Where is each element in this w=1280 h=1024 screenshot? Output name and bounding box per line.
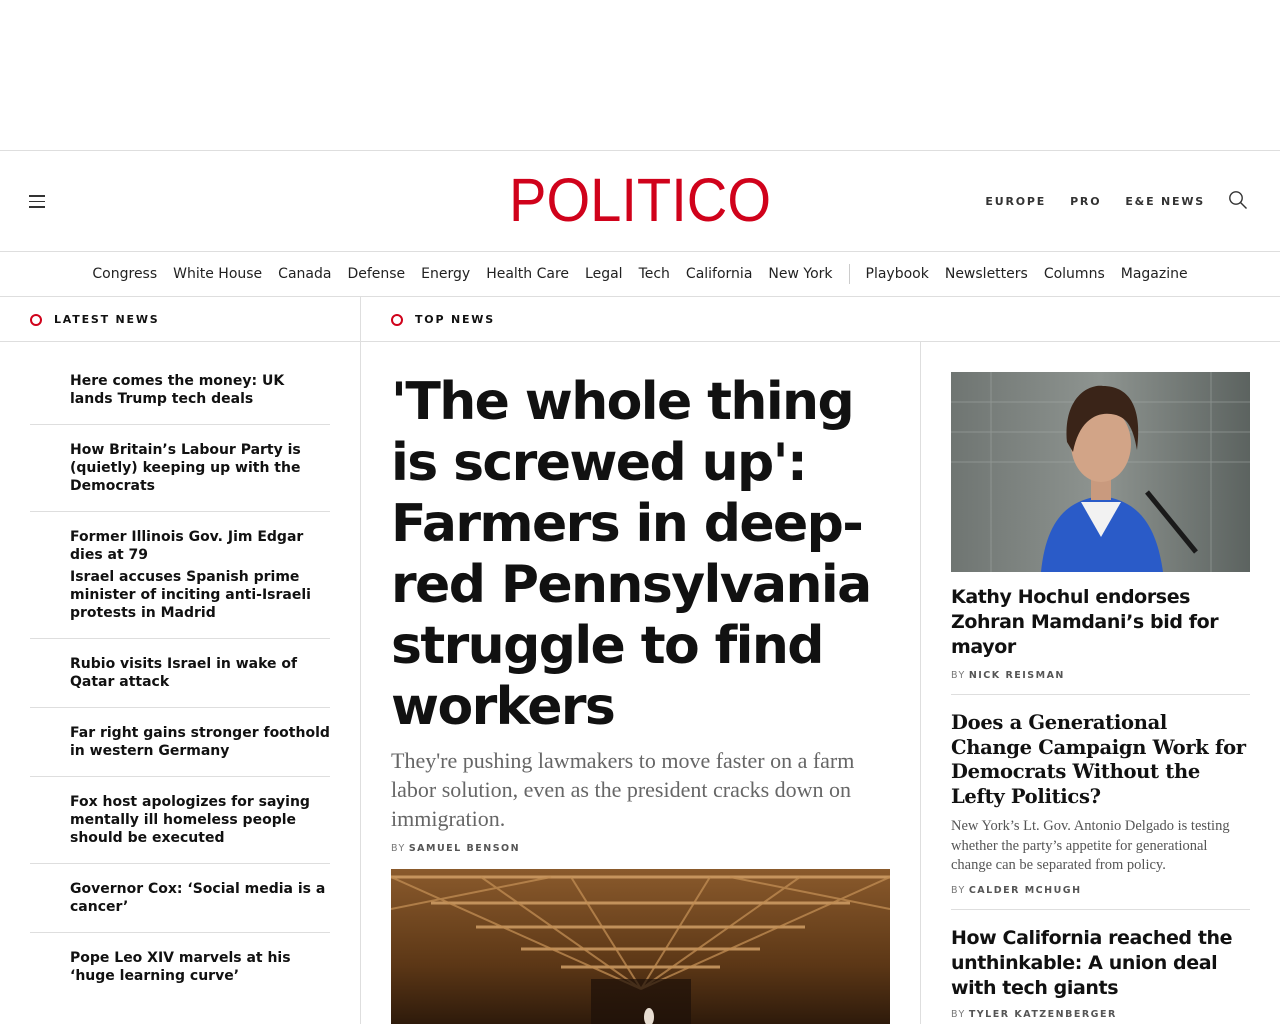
- side-story-headline[interactable]: How California reached the unthinkable: A union deal with tech giants: [951, 926, 1233, 999]
- hamburger-icon[interactable]: [29, 195, 45, 208]
- nav-legal[interactable]: Legal: [585, 266, 623, 282]
- latest-news-item[interactable]: Here comes the money: UK lands Trump tech deals: [30, 342, 330, 425]
- side-story-dek: New York’s Lt. Gov. Antonio Delgado is testing whether the party’s appetite for generational change can be separated from policy.: [951, 818, 1230, 873]
- nav-congress[interactable]: Congress: [92, 266, 158, 282]
- pro-link[interactable]: PRO: [1070, 195, 1102, 208]
- nav-tech[interactable]: Tech: [638, 266, 670, 282]
- circle-icon: [391, 314, 403, 326]
- top-news-label: TOP NEWS: [391, 313, 495, 326]
- nav-new-york[interactable]: New York: [768, 266, 833, 282]
- top-story-byline: BY SAMUEL BENSON: [391, 843, 521, 854]
- latest-news-item[interactable]: Israel accuses Spanish prime minister of inciting anti-Israeli protests in Madrid: [30, 568, 330, 639]
- top-story-headline[interactable]: 'The whole thing is screwed up': Farmers in deep-red Pennsylvania struggle to find workers: [391, 372, 871, 737]
- section-header-bar: [0, 297, 1280, 342]
- author-link[interactable]: SAMUEL BENSON: [408, 843, 521, 854]
- latest-news-item[interactable]: How Britain’s Labour Party is (quietly) keeping up with the Democrats: [30, 441, 330, 512]
- latest-news-item[interactable]: Rubio visits Israel in wake of Qatar attack: [30, 655, 330, 708]
- divider: [951, 694, 1250, 695]
- side-story-headline[interactable]: Does a Generational Change Campaign Work for Democrats Without the Lefty Politics?: [951, 711, 1246, 808]
- side-stories: [951, 372, 1250, 1024]
- side-story-byline: BY TYLER KATZENBERGER: [951, 1008, 1117, 1020]
- nav-california[interactable]: California: [685, 266, 753, 282]
- masthead: [0, 150, 1280, 252]
- nav-canada[interactable]: Canada: [278, 266, 332, 282]
- latest-news-item[interactable]: Far right gains stronger foothold in western Germany: [30, 724, 330, 777]
- nav-magazine[interactable]: Magazine: [1120, 266, 1188, 282]
- side-story-byline: BY CALDER MCHUGH: [951, 884, 1082, 896]
- author-link[interactable]: TYLER KATZENBERGER: [968, 1008, 1117, 1020]
- europe-link[interactable]: EUROPE: [985, 195, 1047, 208]
- column-divider: [920, 342, 921, 1024]
- nav-defense[interactable]: Defense: [347, 266, 406, 282]
- latest-news-item[interactable]: Pope Leo XIV marvels at his ‘huge learning curve’: [70, 950, 291, 984]
- side-story-byline: BY NICK REISMAN: [951, 670, 1065, 681]
- top-links: [985, 195, 1205, 208]
- author-link[interactable]: NICK REISMAN: [968, 670, 1065, 681]
- nav-white-house[interactable]: White House: [173, 266, 263, 282]
- nav-divider: [849, 264, 850, 284]
- latest-news-label: LATEST NEWS: [30, 313, 160, 326]
- nav-columns[interactable]: Columns: [1043, 266, 1105, 282]
- top-story: [391, 372, 891, 854]
- nav-energy[interactable]: Energy: [421, 266, 471, 282]
- latest-news-item[interactable]: Fox host apologizes for saying mentally ill homeless people should be executed: [30, 793, 330, 864]
- nav-newsletters[interactable]: Newsletters: [944, 266, 1028, 282]
- search-icon[interactable]: [1228, 190, 1248, 210]
- nav-playbook[interactable]: Playbook: [865, 266, 929, 282]
- top-story-dek: They're pushing lawmakers to move faster on a farm labor solution, even as the president cracks down on immigration.: [391, 748, 855, 831]
- circle-icon: [30, 314, 42, 326]
- latest-news-list: [30, 342, 330, 1001]
- latest-news-item[interactable]: Governor Cox: ‘Social media is a cancer’: [30, 880, 330, 933]
- latest-news-item[interactable]: Former Illinois Gov. Jim Edgar dies at 79: [70, 529, 304, 563]
- author-link[interactable]: CALDER MCHUGH: [968, 884, 1082, 896]
- column-divider: [360, 297, 361, 1024]
- politico-logo[interactable]: [508, 171, 772, 231]
- section-nav: [0, 252, 1280, 297]
- svg-text:POLITICO: POLITICO: [509, 171, 771, 231]
- ad-space: [0, 0, 1280, 150]
- ee-news-link[interactable]: E&E NEWS: [1125, 195, 1205, 208]
- side-story-headline[interactable]: Kathy Hochul endorses Zohran Mamdani’s bid for mayor: [951, 586, 1219, 658]
- nav-health-care[interactable]: Health Care: [486, 266, 570, 282]
- barn-photo[interactable]: [391, 869, 890, 1024]
- divider: [951, 909, 1250, 910]
- hochul-photo[interactable]: [951, 372, 1250, 572]
